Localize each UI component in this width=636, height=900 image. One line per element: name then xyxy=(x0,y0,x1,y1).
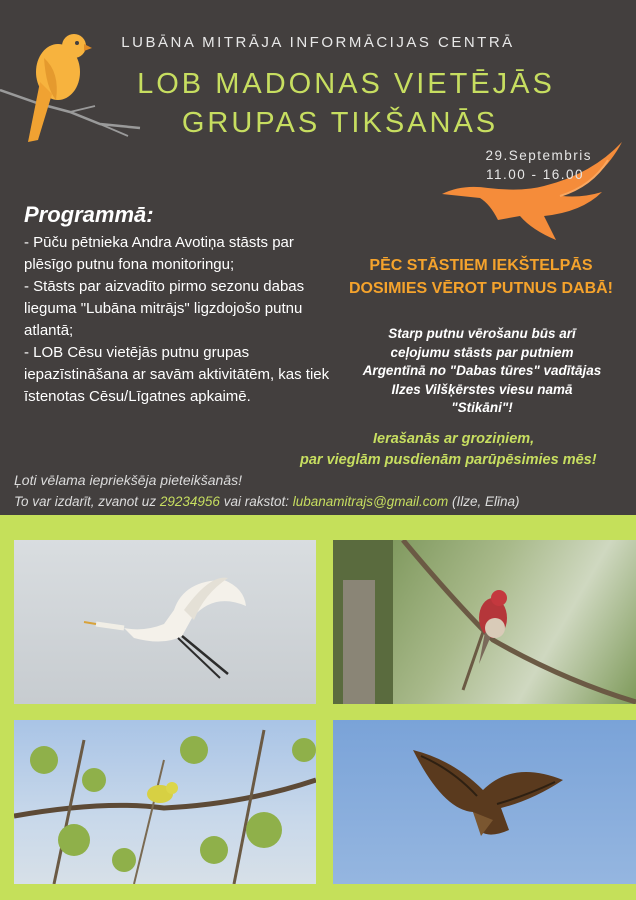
red-finch-image xyxy=(333,540,636,704)
email-link[interactable]: lubanamitrajs@gmail.com xyxy=(292,494,449,509)
outdoor-announcement: PĒC STĀSTIEM IEKŠTELPĀS DOSIMIES VĒROT PUTNUS DABĀ! xyxy=(348,257,613,297)
lunch-note-line-1: Ierašanās ar groziņiem, xyxy=(373,431,535,447)
egret-in-flight-image xyxy=(14,540,316,704)
eagle-photo xyxy=(333,720,636,884)
warbler-photo xyxy=(14,720,316,884)
phone-number[interactable]: 29234956 xyxy=(159,494,220,509)
registration-note: Ļoti vēlama iepriekšēja pieteikšanās! xyxy=(14,472,243,488)
program-item: - Stāsts par aizvadīto pirmo sezonu dabas lieguma "Lubāna mitrājs" ligzdojošo putnu atlantā; xyxy=(24,278,305,339)
contact-line xyxy=(14,494,520,509)
contact-suffix: (Ilze, Elīna) xyxy=(452,494,520,509)
event-date: 29.Septembris xyxy=(485,148,592,163)
program-item: - LOB Cēsu vietējās putnu grupas iepazīstināšana ar savām aktivitātēm, kas tiek īstenotas Cēsu/Līgatnes apkaimē. xyxy=(24,344,330,405)
contact-middle: vai rakstot: xyxy=(223,494,289,509)
photo-grid xyxy=(0,515,636,900)
eagle-soaring-image xyxy=(333,720,636,884)
warbler-in-tree-image xyxy=(14,720,316,884)
event-title-line-2: GRUPAS TIKŠANĀS xyxy=(181,107,499,139)
program-list xyxy=(24,232,344,408)
venue-line: LUBĀNA MITRĀJA INFORMĀCIJAS CENTRĀ xyxy=(121,34,515,51)
program-item: - Pūču pētnieka Andra Avotiņa stāsts par plēsīgo putnu fona monitoringu; xyxy=(24,234,294,273)
finch-photo xyxy=(333,540,636,704)
travel-story-note: Starp putnu vērošanu būs arī ceļojumu stāsts par putniem Argentīnā no "Dabas tūres" vadītājas Ilzes Vilšķērstes viesu namā "Stikāni"! xyxy=(362,326,602,415)
program-heading: Programmā: xyxy=(24,202,154,227)
contact-prefix: To var izdarīt, zvanot uz xyxy=(14,494,157,509)
lunch-note-line-2: par vieglām pusdienām parūpēsimies mēs! xyxy=(300,452,597,468)
event-time: 11.00 - 16.00 xyxy=(485,167,584,182)
egret-photo xyxy=(14,540,316,704)
event-title-line-1: LOB MADONAS VIETĒJĀS xyxy=(137,68,555,100)
